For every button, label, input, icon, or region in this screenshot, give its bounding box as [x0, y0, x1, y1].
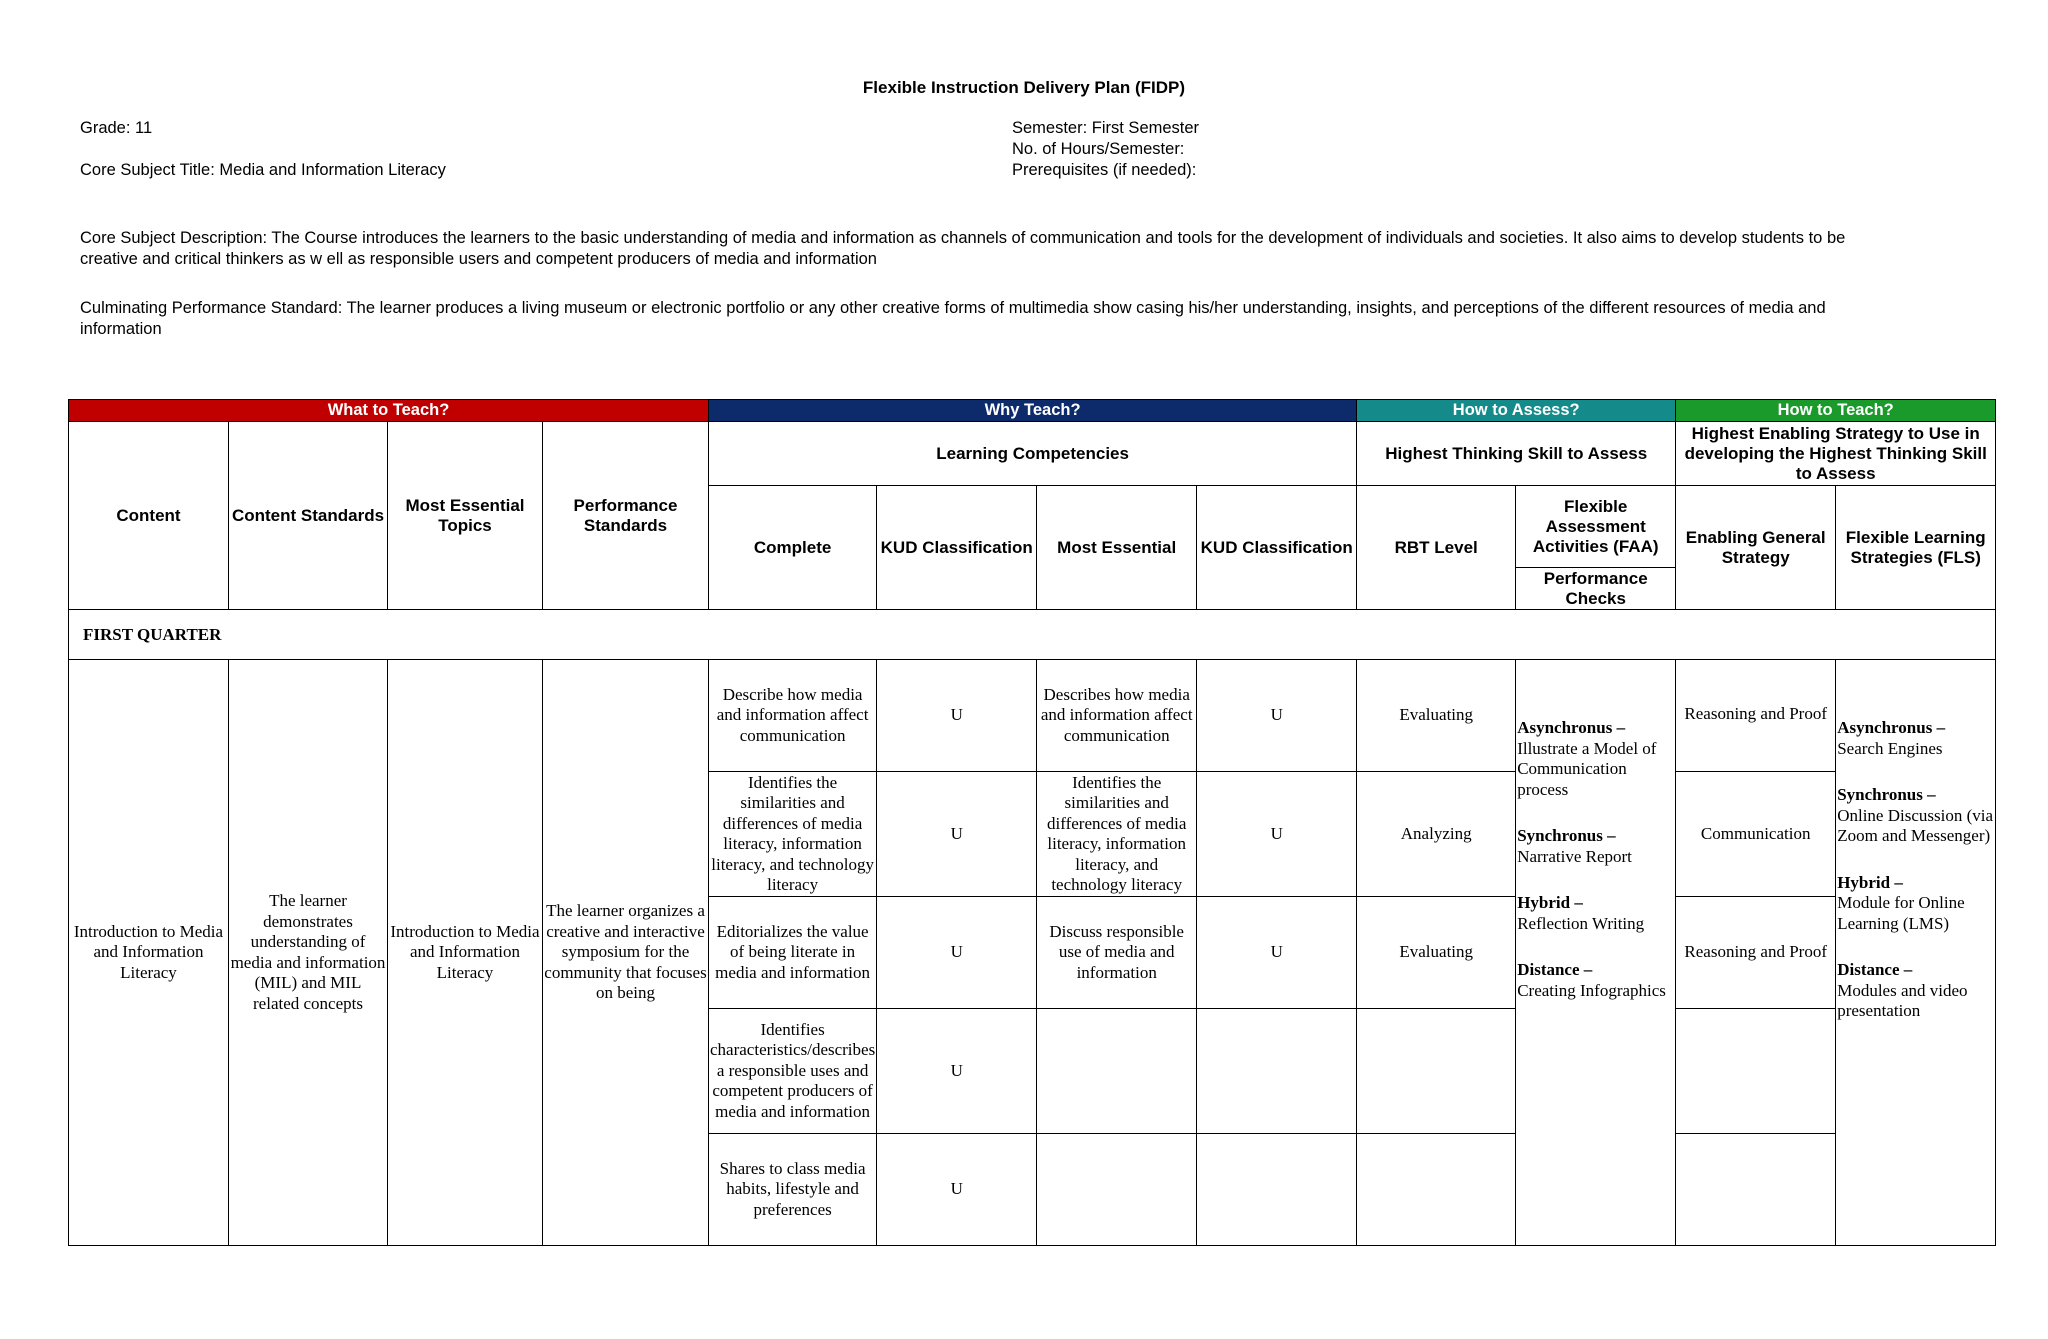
content-cell: Introduction to Media and Information Literacy — [69, 660, 229, 1246]
topic-cell: Introduction to Media and Information Literacy — [388, 660, 543, 1246]
faa-cell — [1516, 660, 1676, 1246]
competency-most-essential: Identifies the similarities and differences of media literacy, information literacy, and technology literacy — [1037, 772, 1197, 897]
fls-distance-label: Distance – — [1837, 960, 1913, 979]
faa-hybrid-text: Reflection Writing — [1517, 913, 1645, 933]
grade-label: Grade: 11 — [80, 119, 153, 137]
header-highest-enabling-strategy: Highest Enabling Strategy to Use in developing the Highest Thinking Skill to Assess — [1676, 422, 1996, 486]
prerequisites-label: Prerequisites (if needed): — [1012, 161, 1197, 179]
header-content-standards: Content Standards — [229, 422, 388, 610]
header-row-1 — [69, 422, 1996, 486]
fls-hybrid-label: Hybrid – — [1837, 872, 1903, 892]
faa-synchronus-text: Narrative Report — [1517, 846, 1632, 866]
competency-kud: U — [877, 1134, 1037, 1246]
band-row — [69, 400, 1996, 422]
competency-complete: Describe how media and information affect communication — [709, 660, 877, 772]
band-what-to-teach: What to Teach? — [69, 400, 709, 422]
enabling-strategy-cell: Communication — [1676, 772, 1836, 897]
header-content: Content — [69, 422, 229, 610]
rbt-level-cell: Analyzing — [1357, 772, 1516, 897]
competency-kud: U — [877, 1009, 1037, 1134]
competency-kud-2: U — [1197, 772, 1357, 897]
faa-distance-text: Creating Infographics — [1517, 980, 1666, 1000]
description-line-1: Core Subject Description: The Course introduces the learners to the basic understanding of media and information as channels of communication and tools for the development of individuals and societies. It also aims to develop students to be — [80, 229, 1846, 247]
performance-line-1: Culminating Performance Standard: The learner produces a living museum or electronic portfolio or any other creative forms of multimedia show casing his/her understanding, insights, and perceptions of the different resources of media and — [80, 299, 1826, 317]
enabling-strategy-cell: Reasoning and Proof — [1676, 897, 1836, 1009]
header-performance-checks: Performance Checks — [1516, 568, 1676, 610]
rbt-level-cell — [1357, 1134, 1516, 1246]
document-title: Flexible Instruction Delivery Plan (FIDP) — [862, 78, 1186, 97]
faa-asynchronus-text: Illustrate a Model of Communication process — [1517, 738, 1657, 799]
band-why-teach: Why Teach? — [709, 400, 1357, 422]
core-subject-description — [80, 228, 1980, 270]
semester-label: Semester: First Semester — [1012, 119, 1200, 137]
rbt-level-cell: Evaluating — [1357, 897, 1516, 1009]
competency-most-essential: Discuss responsible use of media and information — [1037, 897, 1197, 1009]
band-how-to-teach: How to Teach? — [1676, 400, 1996, 422]
header-highest-thinking-skill: Highest Thinking Skill to Assess — [1357, 422, 1676, 486]
header-kud-classification-1: KUD Classification — [877, 486, 1037, 610]
content-standard-cell: The learner demonstrates understanding of media and information (MIL) and MIL related concepts — [229, 660, 388, 1246]
enabling-strategy-cell — [1676, 1009, 1836, 1134]
header-fls: Flexible Learning Strategies (FLS) — [1836, 486, 1996, 610]
core-subject-title: Core Subject Title: Media and Information Literacy — [80, 161, 446, 179]
header-learning-competencies: Learning Competencies — [709, 422, 1357, 486]
fls-distance-text: Modules and video presentation — [1837, 980, 1968, 1020]
competency-most-essential — [1037, 1009, 1197, 1134]
fls-synchronus-label: Synchronus – — [1837, 785, 1936, 804]
header-most-essential-topics: Most Essential Topics — [388, 422, 543, 610]
faa-asynchronus-label: Asynchronus – — [1517, 718, 1626, 737]
description-line-2: creative and critical thinkers as w ell as responsible users and competent producers of media and information — [80, 250, 877, 268]
competency-complete: Identifies characteristics/describes a responsible uses and competent producers of media and information — [709, 1009, 877, 1134]
competency-kud-2 — [1197, 1134, 1357, 1246]
faa-hybrid-label: Hybrid – — [1517, 893, 1583, 912]
enabling-strategy-cell — [1676, 1134, 1836, 1246]
fls-asynchronus-label: Asynchronus – — [1837, 718, 1946, 737]
performance-line-2: information — [80, 320, 162, 338]
quarter-row — [69, 610, 1996, 660]
competency-most-essential — [1037, 1134, 1197, 1246]
fidp-table — [68, 399, 1996, 1246]
header-most-essential: Most Essential — [1037, 486, 1197, 610]
competency-complete: Identifies the similarities and differences of media literacy, information literacy, and technology literacy — [709, 772, 877, 897]
rbt-level-cell — [1357, 1009, 1516, 1134]
quarter-label: FIRST QUARTER — [69, 610, 1996, 660]
competency-kud: U — [877, 660, 1037, 772]
culminating-performance-standard — [80, 298, 1980, 340]
competency-kud-2: U — [1197, 897, 1357, 1009]
competency-kud: U — [877, 897, 1037, 1009]
competency-complete: Shares to class media habits, lifestyle and preferences — [709, 1134, 877, 1246]
header-kud-classification-2: KUD Classification — [1197, 486, 1357, 610]
fls-hybrid-text: Module for Online Learning (LMS) — [1837, 893, 1965, 933]
header-rbt-level: RBT Level — [1357, 486, 1516, 610]
fls-cell — [1836, 660, 1996, 1246]
competency-kud: U — [877, 772, 1037, 897]
performance-standard-cell: The learner organizes a creative and interactive symposium for the community that focuses on being — [543, 660, 709, 1246]
competency-complete: Editorializes the value of being literate in media and information — [709, 897, 877, 1009]
competency-most-essential: Describes how media and information affect communication — [1037, 660, 1197, 772]
fls-asynchronus-text: Search Engines — [1837, 738, 1943, 758]
header-faa: Flexible Assessment Activities (FAA) — [1516, 486, 1676, 568]
header-complete: Complete — [709, 486, 877, 610]
hours-label: No. of Hours/Semester: — [1012, 140, 1185, 158]
fls-synchronus-text: Online Discussion (via Zoom and Messenger) — [1837, 805, 1994, 845]
competency-kud-2: U — [1197, 660, 1357, 772]
band-how-to-assess: How to Assess? — [1357, 400, 1676, 422]
competency-kud-2 — [1197, 1009, 1357, 1134]
enabling-strategy-cell: Reasoning and Proof — [1676, 660, 1836, 772]
faa-synchronus-label: Synchronus – — [1517, 826, 1616, 845]
header-enabling-general-strategy: Enabling General Strategy — [1676, 486, 1836, 610]
table-row — [69, 660, 1996, 772]
rbt-level-cell: Evaluating — [1357, 660, 1516, 772]
faa-distance-label: Distance – — [1517, 960, 1593, 979]
header-performance-standards: Performance Standards — [543, 422, 709, 610]
